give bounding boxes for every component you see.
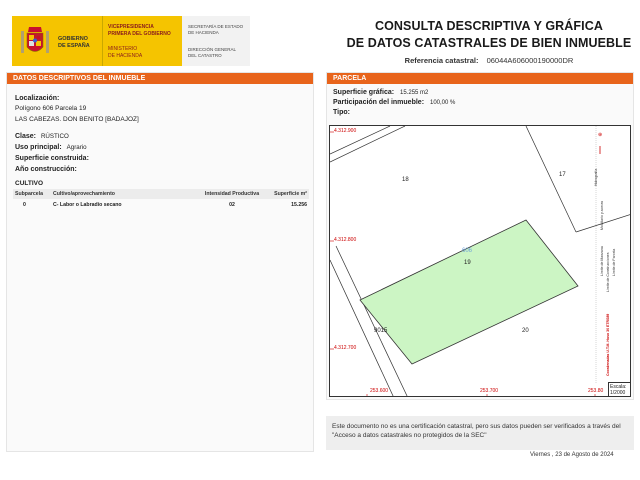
superficie-grafica-row	[333, 89, 428, 96]
polygon-number-606: 606	[462, 248, 473, 254]
col-superficie: Superficie m²	[267, 189, 309, 199]
uso-label: Uso principal:	[15, 144, 62, 151]
anio-row	[15, 166, 77, 173]
participacion-row	[333, 99, 455, 106]
scale-value: 1/2000	[610, 390, 626, 396]
x-label-left: 253.600	[370, 388, 389, 394]
legend-construcciones: Límite de Construcciones	[606, 252, 610, 292]
clase-row	[15, 133, 69, 140]
gov-name-line1: GOBIERNO	[58, 36, 88, 42]
document-title-line2: DE DATOS CATASTRALES DE BIEN INMUEBLE	[346, 36, 632, 50]
ministerio-label	[108, 46, 142, 59]
cell-superficie: 15.256	[291, 202, 307, 208]
x-label-mid: 253.700	[480, 388, 499, 394]
boundary-line	[526, 126, 576, 232]
logo-divider	[102, 16, 103, 66]
descriptive-data-panel	[6, 72, 314, 452]
direccion-line2: DEL CATASTRO	[188, 53, 222, 58]
superficie-row	[15, 155, 89, 162]
y-label-top: 4.312.900	[334, 128, 357, 134]
secretaria-label	[188, 24, 243, 36]
cadastral-map[interactable]	[329, 125, 631, 397]
gov-name-line2: DE ESPAÑA	[58, 43, 90, 49]
cultivo-title: CULTIVO	[15, 180, 44, 187]
localizacion-label: Localización:	[15, 95, 60, 102]
government-logo-yellow	[12, 16, 182, 66]
tipo-label: Tipo:	[333, 109, 350, 116]
superficie-label: Superficie construida:	[15, 155, 89, 162]
vicepresidencia-label	[108, 24, 171, 37]
col-intensidad: Intensidad Productiva	[197, 189, 267, 199]
parcel-highlight[interactable]	[360, 220, 578, 364]
document-header	[12, 14, 632, 70]
legend-mobiliario: Mobiliario y aceras	[600, 200, 604, 230]
secretaria-line1: SECRETARÍA DE ESTADO	[188, 24, 244, 29]
vicepresidencia-line1: VICEPRESIDENCIA	[108, 24, 154, 30]
col-cultivo: Cultivo/aprovechamiento	[51, 189, 197, 199]
ministerio-line2: DE HACIENDA	[108, 52, 143, 59]
side-legend	[594, 138, 626, 378]
parcela-panel-heading: PARCELA	[327, 73, 633, 84]
table-row	[13, 199, 309, 211]
participacion-label: Participación del inmueble:	[333, 99, 425, 106]
legend-manzana: Límite de Manzana	[600, 246, 604, 276]
legend-hidrografia: Hidrografía	[594, 168, 598, 186]
north-arrow-icon: ⊕	[598, 132, 603, 138]
localizacion-line1: Polígono 606 Parcela 19	[15, 105, 87, 112]
sup-grafica-value: 15.255 m2	[400, 90, 429, 96]
document-title-line1: CONSULTA DESCRIPTIVA Y GRÁFICA	[374, 19, 603, 33]
vicepresidencia-line2: PRIMERA DEL GOBIERNO	[108, 30, 171, 37]
parcel-number-20: 20	[522, 328, 529, 334]
referencia-catastral	[334, 56, 640, 65]
anio-label: Año construcción:	[15, 166, 77, 173]
localizacion-line2: LAS CABEZAS. DON BENITO [BADAJOZ]	[15, 116, 139, 123]
ministerio-line1: MINISTERIO	[108, 46, 138, 52]
uso-value: Agrario	[66, 144, 87, 151]
document-date: Viernes , 23 de Agosto de 2024	[530, 452, 614, 458]
legend-coordinates: Coordenadas U.T.M. Huso 30 ETRS89	[606, 313, 610, 376]
disclaimer-note: Este documento no es una certificación catastral, pero sus datos pueden ser verificados a través del "Acceso a datos catastrales no protegidos de la SEC"	[326, 416, 634, 450]
cell-subparcela: 0	[23, 202, 26, 208]
ref-label: Referencia catastral:	[404, 56, 479, 65]
scale-label: Escala:	[610, 384, 627, 390]
road-number-9015: 9015	[374, 328, 388, 334]
cell-intensidad: 02	[229, 202, 235, 208]
descriptive-panel-heading: DATOS DESCRIPTIVOS DEL INMUEBLE	[7, 73, 313, 84]
gov-name	[58, 36, 90, 50]
y-label-mid: 4.312.800	[334, 237, 357, 243]
cultivo-table	[13, 189, 309, 211]
direccion-label	[188, 47, 236, 59]
tipo-row	[333, 109, 350, 116]
scale-box	[608, 382, 631, 397]
cell-cultivo: C- Labor o Labradío secano	[53, 202, 122, 208]
clase-value: RÚSTICO	[40, 133, 69, 140]
col-subparcela: Subparcela	[13, 189, 51, 199]
coat-of-arms-icon	[20, 23, 50, 59]
uso-row	[15, 144, 87, 151]
direccion-line1: DIRECCIÓN GENERAL	[188, 47, 237, 52]
parcel-number-19: 19	[464, 260, 471, 266]
y-label-bottom: 4.312.700	[334, 345, 357, 351]
legend-parcela: Límite de Parcela	[612, 248, 616, 276]
parcel-number-17: 17	[559, 172, 566, 178]
x-label-right: 253.80	[588, 388, 604, 394]
clase-label: Clase:	[15, 133, 37, 140]
secretaria-line2: DE HACIENDA	[188, 30, 219, 35]
sup-grafica-label: Superficie gráfica:	[333, 89, 395, 96]
participacion-value: 100,00 %	[429, 100, 456, 106]
parcel-number-18: 18	[402, 177, 409, 183]
ref-value: 06044A606000190000DR	[486, 56, 574, 65]
cultivo-table-header	[13, 189, 309, 199]
document-title-block	[334, 18, 640, 65]
parcela-panel	[326, 72, 634, 400]
cadastral-map-svg	[330, 126, 631, 397]
